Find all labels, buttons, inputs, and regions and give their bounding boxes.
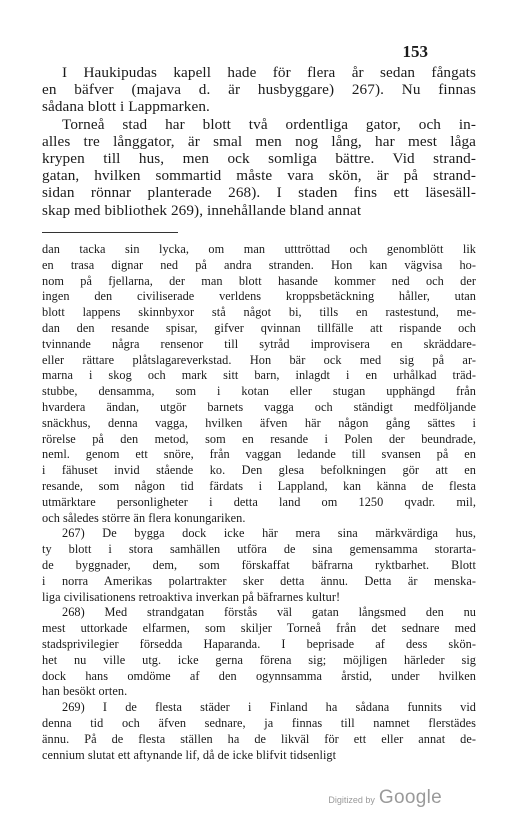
watermark-prefix: Digitized by: [328, 795, 375, 805]
text-line: i norra Amerikas polartrakter sker detta ännu. Detta är menska-: [42, 573, 476, 588]
text-line: i fähuset invid stående ko. Den glesa befolkningen gör att en: [42, 463, 476, 478]
text-line: sådana blott i Lappmarken.: [42, 98, 210, 116]
text-line: en bäfver (majava d. är husbyggare) 267). Nu finnas: [42, 81, 476, 99]
text-line: 267) De bygga dock icke här mera sina märkvärdiga hus,: [62, 526, 476, 541]
digitized-by-google-watermark: [328, 787, 442, 809]
text-line: cennium slutat ett aftynande lif, då de icke blifvit tidsenligt: [42, 747, 337, 762]
text-line: dan den resande spisar, gifver qvinnan tillfälle att rispande och: [42, 320, 476, 335]
text-line: rörelse på den metod, som en resande i Polen der beundrade,: [42, 431, 476, 446]
text-line: hvardera ändan, utgör barnets vagga och ständigt medföljande: [42, 399, 476, 414]
text-line: het nu ville utg. icke gerna förena sig; möjligen härleder sig: [42, 652, 476, 667]
text-line: 269) I de flesta städer i Finland ha sådana funnits vid: [62, 700, 476, 715]
text-line: krypen till hus, men ock somliga bättre. Vid strand-: [42, 150, 476, 168]
text-line: tvinnande några rensenor till sytråd improvisera en skräddare-: [42, 336, 476, 351]
text-line: snäckhus, denna vagga, hvilken äfven här någon gång sättes i: [42, 415, 476, 430]
text-line: marna i skog och mark sitt barn, inlagdt i en urhålkad träd-: [42, 368, 476, 383]
footnotes: [42, 242, 476, 763]
text-line: dan tacka sin lycka, om man utttröttad och genomblött lik: [42, 242, 476, 256]
text-line: ingen den civiliserade verldens kroppsbetäckning håller, utan: [42, 289, 476, 304]
text-line: de byggnader, dem, som förskaffat bäfrarna ryktbarhet. Blott: [42, 557, 476, 572]
footnote-paragraph: [42, 700, 476, 763]
text-line: 268) Med strandgatan förstås väl gatan långsmed den nu: [62, 605, 476, 620]
footnote-paragraph: [42, 605, 476, 700]
text-line: sidan rönnar planterade 268). I staden fins ett läsesäll-: [42, 184, 476, 202]
text-line: nom på fjellarna, der man blott hasande kommer ned och der: [42, 273, 476, 288]
text-line: ty blott i stora samhällen utföra de sina gemensamma storarta-: [42, 542, 476, 557]
text-line: stubbe, densamma, som i kotan eller stugan upphängd från: [42, 384, 476, 399]
footnote-divider: [42, 232, 178, 233]
main-paragraph: [42, 116, 476, 219]
text-line: utmärktare personligheter i detta land om 1250 qvadr. mil,: [42, 494, 476, 509]
page-number: 153: [402, 42, 428, 61]
text-line: gatan, hvilken sommartid måste vara skön, är på strand-: [42, 167, 476, 185]
footnote-paragraph: [42, 526, 476, 605]
text-line: mest uttorkade elfarmen, som skiljer Torneå från det sednare med: [42, 621, 476, 636]
text-line: resande, som någon tid färdats i Lappland, kan känna de flesta: [42, 478, 476, 493]
text-line: eller rättare plåtslagareverkstad. Hon bär ock med sig på ar-: [42, 352, 476, 367]
text-line: ännu. På de flesta ställen ha de likväl för ett eller annat de-: [42, 731, 476, 746]
text-line: blott lappens skinnbyxor stå något bi, tills en rastestund, me-: [42, 305, 476, 320]
footnote-paragraph: [42, 242, 476, 526]
text-line: stadsprivilegier försedda Haparanda. I beprisade af dess skön-: [42, 636, 476, 651]
text-line: Torneå stad har blott två ordentliga gator, och in-: [62, 115, 476, 133]
main-paragraph: [42, 64, 476, 116]
text-line: en trasa dignar ned på andra stranden. Hon kan vägvisa ho-: [42, 257, 476, 272]
text-line: skap med bibliothek 269), innehållande bland annat: [42, 201, 362, 219]
text-line: I Haukipudas kapell hade för flera år sedan fångats: [62, 64, 476, 81]
google-logo-text: Google: [378, 787, 442, 808]
text-line: och således större än flera konungariken.: [42, 510, 246, 525]
text-line: han besökt orten.: [42, 684, 128, 699]
main-text: [42, 64, 476, 219]
text-line: denna tid och äfven sednare, ja finnas till namnet flerstädes: [42, 715, 476, 730]
text-line: neml. genom ett snöre, från vaggan ledande till svansen på en: [42, 447, 476, 462]
text-line: alles tre långgator, är smal men nog lång, har mest låga: [42, 132, 476, 150]
text-line: liga civilisationens retroaktiva inverkan på bäfrarnes kultur!: [42, 589, 341, 604]
text-line: dock hans omdöme af den ogynnsamma årstid, under hvilken: [42, 668, 476, 683]
